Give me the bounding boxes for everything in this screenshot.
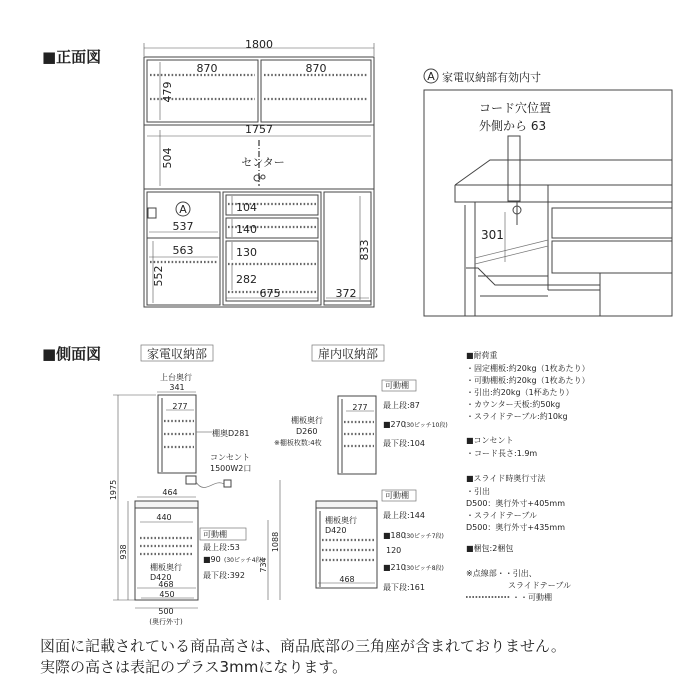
door-shelf-count: ※棚板枚数:4枚	[274, 439, 322, 447]
svg-text:A: A	[179, 203, 187, 216]
appliance-section-label: 家電収納部	[146, 347, 208, 361]
dim-479: 479	[161, 81, 174, 103]
outlet-title: ■コンセント	[466, 436, 514, 445]
dim-277: 277	[172, 402, 188, 411]
dim-833: 833	[358, 239, 371, 261]
door-movable-bottom-label: 可動棚	[385, 491, 409, 500]
side-appliance	[109, 345, 280, 626]
note-line-1: 図面に記載されている商品高さは、商品底部の三角座が含まれておりません。	[40, 637, 566, 655]
dim-440: 440	[156, 513, 172, 522]
door-pitch-note: (30ピッチ10段)	[404, 422, 448, 429]
load-item-1: ・可動棚板:約20kg（1枚あたり）	[466, 376, 590, 385]
door-pitch2: ■180	[383, 531, 406, 540]
outlet-item-0: ・コード長さ:1.9m	[466, 449, 538, 458]
door-pitch3: ■210	[383, 563, 406, 572]
dim-537: 537	[172, 220, 194, 233]
door-lower-depth-1: 棚板奥行	[325, 516, 357, 525]
outlet-spec: 1500W2口	[210, 464, 252, 473]
legend-dotted-1: ※点線部・・引出、	[466, 569, 537, 578]
dim-450: 450	[159, 590, 175, 599]
dim-552: 552	[152, 265, 165, 287]
detail-a	[424, 69, 672, 316]
door-pitch: ■270	[383, 420, 406, 429]
dim-500: 500	[158, 607, 174, 616]
dim-1800: 1800	[245, 38, 273, 51]
dim-130: 130	[236, 246, 257, 259]
dim-870-left: 870	[196, 62, 218, 75]
door-shelf-depth-2: D260	[296, 427, 318, 436]
dim-1088: 1088	[271, 531, 280, 553]
notes	[40, 636, 690, 678]
door-section-label: 扉内収納部	[317, 347, 379, 361]
dim-372: 372	[335, 287, 357, 300]
slide-title: ■スライド時奥行寸法	[466, 474, 546, 483]
appliance-top-stage: 最上段:53	[203, 543, 240, 552]
door-dim-120: 120	[386, 546, 402, 555]
door-low-bottom: 最下段:161	[383, 583, 425, 592]
door-low-top: 最上段:144	[383, 511, 425, 520]
dim-504: 504	[161, 147, 174, 169]
appliance-pitch: ■90	[203, 555, 221, 564]
front-view	[144, 38, 374, 307]
appliance-movable-label: 可動棚	[203, 530, 227, 539]
top-depth-label: 上台奥行	[160, 373, 192, 382]
dim-675: 675	[259, 287, 281, 300]
door-movable-top-label: 可動棚	[385, 381, 409, 390]
dim-938: 938	[119, 544, 128, 560]
specs	[466, 350, 590, 602]
appliance-bottom-stage: 最下段:392	[203, 571, 245, 580]
dim-1975: 1975	[109, 479, 118, 501]
door-dim-277: 277	[352, 403, 368, 412]
load-item-3: ・カウンター天板:約50kg	[466, 400, 561, 409]
front-view-title: ■正面図	[42, 48, 102, 66]
slide-item-0: ・引出	[466, 487, 490, 496]
door-top-stage: 最上段:87	[383, 401, 420, 410]
load-item-2: ・引出:約20kg（1杯あたり）	[466, 388, 574, 397]
door-bottom-stage: 最下段:104	[383, 439, 425, 448]
door-pitch2-note: (30ピッチ7段)	[404, 533, 444, 540]
lower-shelf-depth-1: 棚板奥行	[150, 563, 182, 572]
side-view-title: ■側面図	[42, 345, 102, 363]
cord-hole-line2: 外側から 63	[479, 119, 547, 133]
door-pitch3-note: (30ピッチ8段)	[404, 565, 444, 572]
dim-870-right: 870	[305, 62, 327, 75]
dim-104: 104	[236, 201, 257, 214]
note-line-2: 実際の高さは表記のプラス3mmになります。	[40, 658, 348, 676]
slide-item-3: D500：奥行外寸+435mm	[466, 523, 565, 532]
dim-563: 563	[172, 244, 194, 257]
dim-140: 140	[236, 223, 257, 236]
dim-341: 341	[169, 383, 185, 392]
dim-734: 734	[259, 557, 268, 573]
svg-text:A: A	[427, 70, 435, 83]
door-lower-depth-2: D420	[325, 526, 347, 535]
dim-464: 464	[162, 488, 178, 497]
shelf-depth-281: 棚奥D281	[212, 429, 250, 438]
dim-282: 282	[236, 273, 257, 286]
dim-500-note: (奥行外寸)	[149, 618, 183, 626]
slide-item-2: ・スライドテーブル	[466, 511, 538, 520]
load-item-0: ・固定棚板:約20kg（1枚あたり）	[466, 364, 590, 373]
dim-301: 301	[481, 228, 504, 242]
dim-468-door: 468	[339, 575, 355, 584]
pack-info: ■梱包:2梱包	[466, 544, 514, 553]
legend-dotted-2: スライドテーブル	[508, 581, 572, 590]
side-door	[274, 345, 448, 592]
center-label: センター	[241, 156, 285, 169]
slide-item-1: D500：奥行外寸+405mm	[466, 499, 565, 508]
load-title: ■耐荷重	[466, 351, 498, 360]
detail-title: 家電収納部有効内寸	[442, 71, 541, 84]
outlet-label: コンセント	[210, 453, 250, 462]
appliance-pitch-note: (30ピッチ4段)	[224, 557, 264, 564]
cord-hole-line1: コード穴位置	[479, 101, 552, 115]
door-shelf-depth-1: 棚板奥行	[291, 416, 323, 425]
legend-shelf: ・・可動棚	[512, 593, 552, 602]
dim-1757: 1757	[245, 123, 273, 136]
load-item-4: ・スライドテーブル:約10kg	[466, 412, 568, 421]
dim-468-appliance: 468	[158, 580, 174, 589]
lower-shelf-depth-2: D420	[150, 573, 172, 582]
